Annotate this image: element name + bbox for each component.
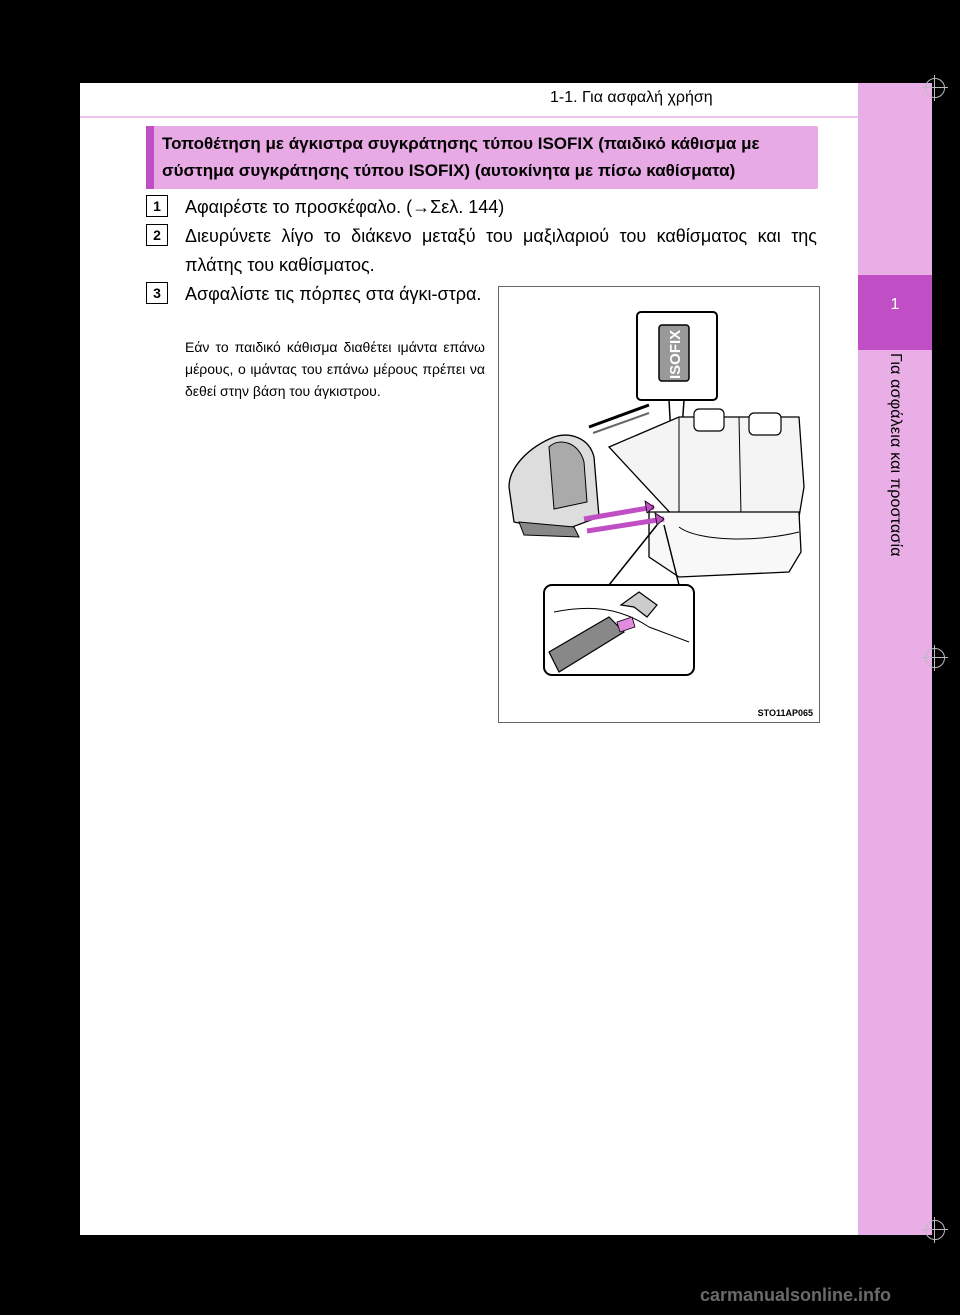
registration-mark-bottom [925, 1220, 945, 1240]
chapter-title-vertical [863, 353, 927, 643]
watermark-text: carmanualsonline.info [700, 1285, 892, 1305]
isofix-illustration [498, 286, 820, 723]
figure-code: STO11AP065 [757, 708, 813, 718]
step-2-badge: 2 [146, 224, 168, 246]
step-2-text: Διευρύνετε λίγο το διάκενο μεταξύ του μαξιλαριού του καθίσματος και της πλάτης του καθίσματος. [185, 226, 817, 275]
step-3-badge: 3 [146, 282, 168, 304]
step-1-text: Αφαιρέστε το προσκέφαλο. (→Σελ. 144) [185, 197, 505, 217]
isofix-seat-drawing [499, 287, 819, 722]
topic-accent-bar [146, 126, 154, 189]
topic-heading-box [146, 126, 818, 189]
header-divider [80, 116, 858, 118]
isofix-label: ISOFIX [667, 329, 684, 379]
registration-mark-top [925, 78, 945, 98]
step-1-badge: 1 [146, 195, 168, 217]
chapter-side-tab [858, 83, 932, 1235]
chapter-number: 1 [890, 296, 900, 313]
step-3-text: Ασφαλίστε τις πόρπες στα άγκι-στρα. [185, 284, 482, 304]
topic-title: Τοποθέτηση με άγκιστρα συγκράτησης τύπου ISOFIX (παιδικό κάθισμα με σύστημα συγκράτησης τύπου ISOFIX) (αυτοκίνητα με πίσω καθίσματα) [162, 134, 760, 180]
manual-page [80, 83, 858, 1235]
registration-mark-middle [925, 648, 945, 668]
chapter-title: Για ασφάλεια και προστασία [887, 353, 904, 557]
step-3-note: Εάν το παιδικό κάθισμα διαθέτει ιμάντα επάνω μέρους, ο ιμάντας του επάνω μέρους πρέπει να δεθεί στην βάση του άγκιστρου. [185, 339, 485, 399]
section-header: 1-1. Για ασφαλή χρήση [550, 89, 713, 106]
